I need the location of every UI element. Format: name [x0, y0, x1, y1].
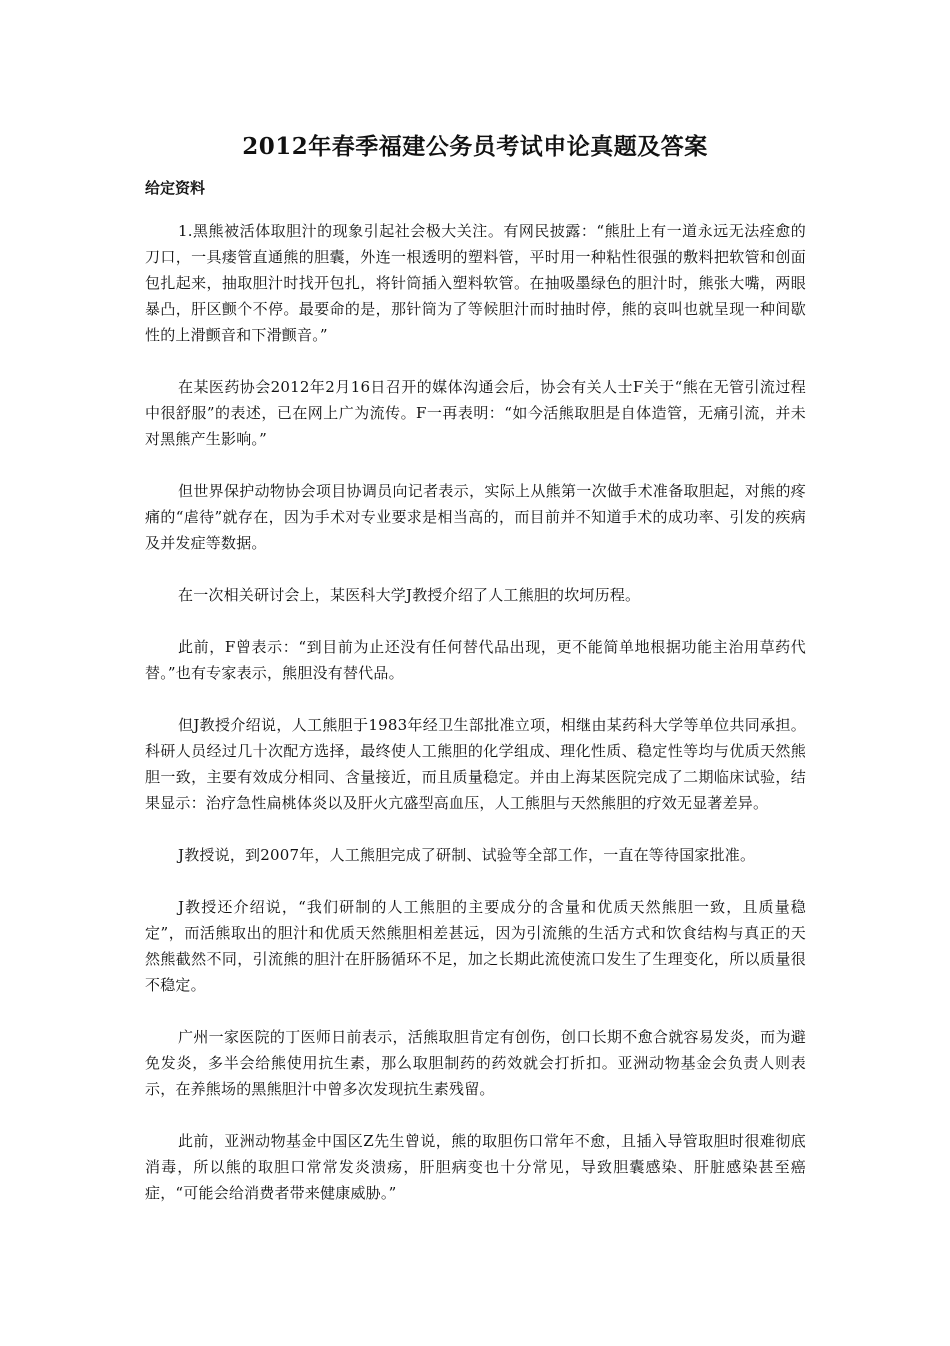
document-title: 2012年春季福建公务员考试申论真题及答案 — [242, 133, 708, 160]
paragraph-8: J教授还介绍说，“我们研制的人工熊胆的主要成分的含量和优质天然熊胆一致，且质量稳定”，而活熊取出的胆汁和优质天然熊胆相差甚远，因为引流熊的生活方式和饮食结构与真正的天然熊截然不同，引流熊的胆汁在肝肠循环不足，加之长期此流使流口发生了生理变化，所以质量很不稳定。 — [145, 898, 806, 994]
document-body — [145, 218, 806, 1232]
paragraph-5: 此前，F曾表示：“到目前为止还没有任何替代品出现，更不能简单地根据功能主治用草药代替。”也有专家表示，熊胆没有替代品。 — [145, 638, 806, 682]
paragraph-1: 1.黑熊被活体取胆汁的现象引起社会极大关注。有网民披露：“熊肚上有一道永远无法痊愈的刀口，一具瘘管直通熊的胆囊，外连一根透明的塑料管，平时用一种粘性很强的敷料把软管和创面包扎起来，抽取胆汁时找开包扎，将针筒插入塑料软管。在抽吸墨绿色的胆汁时，熊张大嘴，两眼暴凸，肝区颤个不停。最要命的是，那针筒为了等候胆汁而时抽时停，熊的哀叫也就呈现一种间歇性的上滑颤音和下滑颤音。” — [145, 222, 806, 344]
paragraph-10: 此前，亚洲动物基金中国区Z先生曾说，熊的取胆伤口常年不愈，且插入导管取胆时很难彻底消毒，所以熊的取胆口常常发炎溃疡，肝胆病变也十分常见，导致胆囊感染、肝脏感染甚至癌症，“可能会给消费者带来健康威胁。” — [145, 1132, 806, 1202]
paragraph-6: 但J教授介绍说，人工熊胆于1983年经卫生部批准立项，相继由某药科大学等单位共同承担。科研人员经过几十次配方选择，最终使人工熊胆的化学组成、理化性质、稳定性等均与优质天然熊胆一致，主要有效成分相同、含量接近，而且质量稳定。并由上海某医院完成了二期临床试验，结果显示：治疗急性扁桃体炎以及肝火亢盛型高血压，人工熊胆与天然熊胆的疗效无显著差异。 — [145, 716, 806, 812]
paragraph-7: J教授说，到2007年，人工熊胆完成了研制、试验等全部工作，一直在等待国家批准。 — [178, 846, 756, 864]
section-heading: 给定资料 — [145, 179, 206, 197]
paragraph-2: 在某医药协会2012年2月16日召开的媒体沟通会后，协会有关人士F关于“熊在无管引流过程中很舒服”的表述，已在网上广为流传。F一再表明：“如今活熊取胆是自体造管，无痛引流，并未对黑熊产生影响。” — [145, 378, 806, 448]
paragraph-4: 在一次相关研讨会上，某医科大学J教授介绍了人工熊胆的坎坷历程。 — [178, 586, 641, 604]
paragraph-3: 但世界保护动物协会项目协调员向记者表示，实际上从熊第一次做手术准备取胆起，对熊的疼痛的“虐待”就存在，因为手术对专业要求是相当高的，而目前并不知道手术的成功率、引发的疾病及并发症等数据。 — [145, 482, 806, 552]
paragraph-9: 广州一家医院的丁医师日前表示，活熊取胆肯定有创伤，创口长期不愈合就容易发炎，而为避免发炎，多半会给熊使用抗生素，那么取胆制药的药效就会打折扣。亚洲动物基金会负责人则表示，在养熊场的黑熊胆汁中曾多次发现抗生素残留。 — [145, 1028, 806, 1098]
